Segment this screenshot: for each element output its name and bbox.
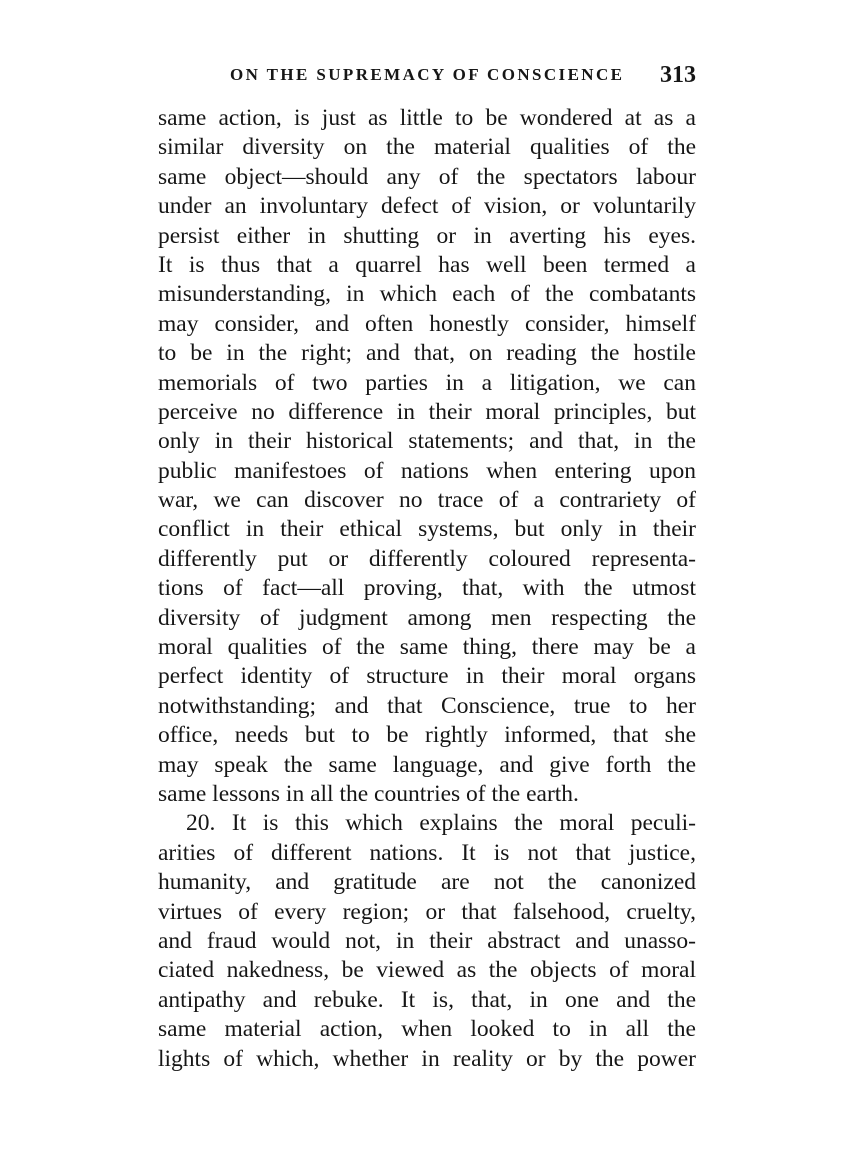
- text-line: notwithstanding; and that Conscience, true to her: [158, 692, 696, 719]
- text-line: office, needs but to be rightly informed, that she: [158, 722, 696, 749]
- text-line: ciated nakedness, be viewed as the objects of moral: [158, 957, 696, 984]
- body-text: [158, 104, 696, 1074]
- running-head: [158, 58, 696, 92]
- text-line: only in their historical statements; and that, in the: [158, 428, 696, 455]
- text-line: memorials of two parties in a litigation, we can: [158, 369, 696, 396]
- text-line: perfect identity of structure in their moral organs: [158, 663, 696, 690]
- text-line: same lessons in all the countries of the earth.: [158, 780, 579, 807]
- text-line: may speak the same language, and give forth the: [158, 751, 696, 778]
- text-line: tions of fact—all proving, that, with the utmost: [158, 575, 696, 602]
- text-line: antipathy and rebuke. It is, that, in one and the: [158, 986, 696, 1013]
- text-line: and fraud would not, in their abstract and unasso-: [158, 927, 696, 954]
- page-number: 313: [660, 62, 696, 88]
- text-line: persist either in shutting or in averting his eyes.: [158, 222, 696, 249]
- text-line: similar diversity on the material qualities of the: [158, 134, 696, 161]
- running-title: ON THE SUPREMACY OF CONSCIENCE: [230, 65, 625, 84]
- text-line: same action, is just as little to be wondered at as a: [158, 105, 696, 131]
- text-line: misunderstanding, in which each of the combatants: [158, 281, 696, 308]
- text-line: humanity, and gratitude are not the canonized: [158, 869, 696, 896]
- text-line: moral qualities of the same thing, there may be a: [158, 634, 696, 661]
- text-line: perceive no difference in their moral principles, but: [158, 398, 696, 425]
- text-line: lights of which, whether in reality or by the power: [158, 1045, 696, 1072]
- text-line: diversity of judgment among men respecting the: [158, 604, 696, 631]
- text-line: 20. It is this which explains the moral peculi-: [186, 810, 696, 837]
- text-line: It is thus that a quarrel has well been termed a: [158, 251, 696, 278]
- text-line: virtues of every region; or that falsehood, cruelty,: [158, 898, 696, 925]
- text-line: conflict in their ethical systems, but only in their: [158, 516, 696, 543]
- text-line: under an involuntary defect of vision, or voluntarily: [158, 193, 696, 220]
- text-line: public manifestoes of nations when entering upon: [158, 457, 696, 484]
- text-line: war, we can discover no trace of a contrariety of: [158, 487, 696, 514]
- text-line: same object—should any of the spectators labour: [158, 163, 696, 190]
- text-line: differently put or differently coloured representa-: [158, 545, 696, 572]
- text-line: to be in the right; and that, on reading the hostile: [158, 340, 696, 367]
- text-line: arities of different nations. It is not that justice,: [158, 839, 696, 866]
- text-line: same material action, when looked to in all the: [158, 1016, 696, 1043]
- text-line: may consider, and often honestly consider, himself: [158, 310, 696, 337]
